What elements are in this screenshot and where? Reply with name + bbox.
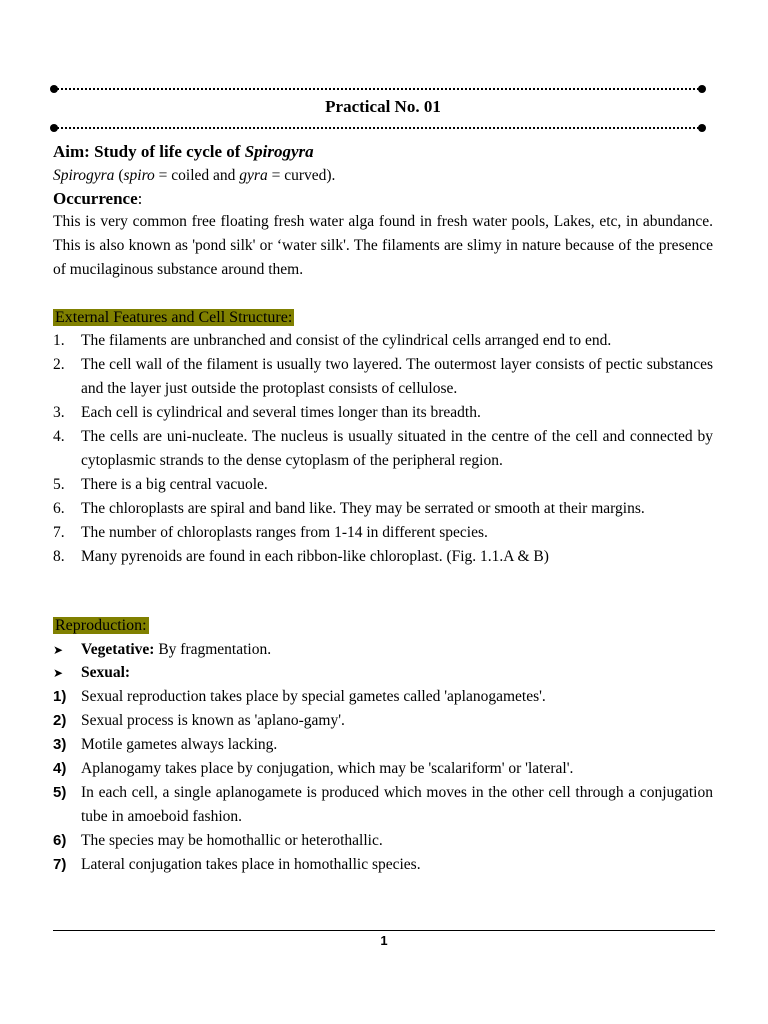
list-item-number: 3) <box>53 736 67 753</box>
list-item-text: Sexual process is known as 'aplano-gamy'. <box>81 712 345 729</box>
sexual-reproduction-list <box>53 685 713 877</box>
list-item-text: The species may be homothallic or heterothallic. <box>81 832 383 849</box>
page-number: 1 <box>380 933 388 948</box>
top-dotted-rule <box>53 88 703 90</box>
list-item <box>53 425 713 473</box>
external-features-heading <box>53 306 713 330</box>
list-item-text: The chloroplasts are spiral and band like. They may be serrated or smooth at their margins. <box>81 500 645 517</box>
list-item-text: Sexual reproduction takes place by special gametes called 'aplanogametes'. <box>81 688 546 705</box>
page-title: Practical No. 01 <box>325 97 441 116</box>
reproduction-heading <box>53 614 713 638</box>
sexual-line <box>53 661 713 685</box>
list-item-number: 6. <box>53 500 65 517</box>
occurrence-colon: : <box>137 189 143 208</box>
list-item-text: The cell wall of the filament is usually two layered. The outermost layer consists of pectic substances and the layer just outside the protoplast consists of cellulose. <box>81 356 713 397</box>
list-item <box>53 521 713 545</box>
etymology-text-2: = coiled and <box>154 167 240 184</box>
aim-organism: Spirogyra <box>244 142 314 161</box>
etymology-text-3: = curved). <box>267 167 336 184</box>
list-item-number: 4) <box>53 760 67 777</box>
list-item <box>53 853 713 877</box>
etymology-gyra: gyra <box>239 167 268 184</box>
list-item-number: 1) <box>53 688 67 705</box>
list-item-number: 5) <box>53 784 67 801</box>
list-item-number: 5. <box>53 476 65 493</box>
vegetative-label: Vegetative: <box>81 641 155 658</box>
list-item-number: 6) <box>53 832 67 849</box>
list-item-text: In each cell, a single aplanogamete is produced which moves in the other cell through a conjugation tube in amoeboid fashion. <box>81 784 713 825</box>
vegetative-line <box>53 638 713 662</box>
list-item-text: Motile gametes always lacking. <box>81 736 278 753</box>
list-item <box>53 829 713 853</box>
list-item <box>53 709 713 733</box>
reproduction-heading-text: Reproduction: <box>55 617 147 634</box>
list-item <box>53 733 713 757</box>
vegetative-text: By fragmentation. <box>154 641 272 658</box>
list-item-number: 2) <box>53 712 67 729</box>
list-item <box>53 685 713 709</box>
etymology-text-1: ( <box>114 167 124 184</box>
list-item-number: 7. <box>53 524 65 541</box>
external-features-list <box>53 329 713 569</box>
list-item-number: 2. <box>53 356 65 373</box>
list-item-number: 3. <box>53 404 65 421</box>
occurrence-heading <box>53 187 713 211</box>
aim-label: Aim: Study of life cycle of <box>53 142 245 161</box>
list-item-text: Lateral conjugation takes place in homothallic species. <box>81 856 421 873</box>
list-item-number: 1. <box>53 332 65 349</box>
list-item <box>53 781 713 829</box>
list-item-text: Each cell is cylindrical and several times longer than its breadth. <box>81 404 481 421</box>
list-item <box>53 401 713 425</box>
list-item-text: There is a big central vacuole. <box>81 476 268 493</box>
list-item <box>53 329 713 353</box>
title-dotted-rule <box>53 127 703 129</box>
arrowhead-bullet-icon: ➤ <box>53 643 64 657</box>
list-item-text: The cells are uni-nucleate. The nucleus is usually situated in the centre of the cell and connected by cytoplasmic strands to the dense cytoplasm of the peripheral region. <box>81 428 713 469</box>
external-features-heading-text: External Features and Cell Structure: <box>55 309 293 326</box>
list-item <box>53 545 713 569</box>
list-item-text: The filaments are unbranched and consist of the cylindrical cells arranged end to end. <box>81 332 612 349</box>
list-item-text: The number of chloroplasts ranges from 1-14 in different species. <box>81 524 488 541</box>
footer-rule <box>53 930 715 931</box>
list-item <box>53 353 713 401</box>
etymology-line <box>53 164 713 188</box>
etymology-genus: Spirogyra <box>53 167 115 184</box>
list-item-text: Many pyrenoids are found in each ribbon-like chloroplast. (Fig. 1.1.A & B) <box>81 548 549 565</box>
sexual-label: Sexual: <box>81 664 131 681</box>
arrowhead-bullet-icon: ➤ <box>53 666 64 680</box>
etymology-spiro: spiro <box>123 167 155 184</box>
occurrence-paragraph: This is very common free floating fresh water alga found in fresh water pools, Lakes, etc, in abundance. This is also known as 'pond silk' or ‘water silk'. The filaments are slimy in nature because of the presence of mucilaginous substance around them. <box>53 213 713 278</box>
occurrence-heading-text: Occurrence <box>53 189 138 208</box>
list-item <box>53 497 713 521</box>
list-item <box>53 473 713 497</box>
list-item-number: 4. <box>53 428 65 445</box>
list-item-text: Aplanogamy takes place by conjugation, which may be 'scalariform' or 'lateral'. <box>81 760 574 777</box>
list-item-number: 7) <box>53 856 67 873</box>
aim-line <box>53 140 713 164</box>
list-item <box>53 757 713 781</box>
list-item-number: 8. <box>53 548 65 565</box>
